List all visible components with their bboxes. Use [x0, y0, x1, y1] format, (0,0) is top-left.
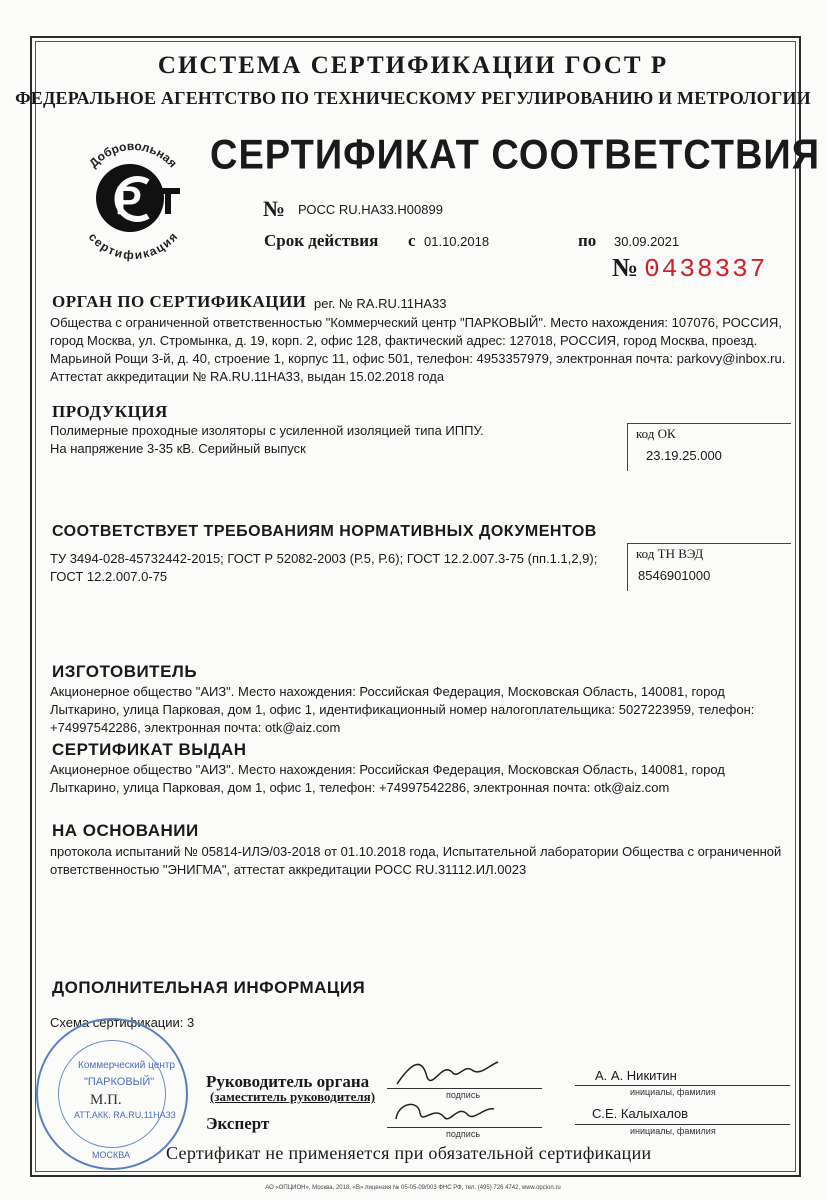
okp-code-label: код ОК	[636, 426, 676, 441]
certificate-title: СЕРТИФИКАТ СООТВЕТСТВИЯ	[210, 132, 821, 179]
okp-code-box	[627, 423, 791, 471]
head-sign-caption: подпись	[446, 1090, 481, 1100]
organ-line-2: город Москва, ул. Стромынка, д. 19, корп. 2, офис 128, фактический адрес: 127018, РОССИЯ, город Москва, проезд.	[50, 333, 758, 348]
okp-code-value: 23.19.25.000	[646, 448, 722, 463]
compliance-line-2: ГОСТ 12.2.007.0-75	[50, 569, 168, 584]
head-name-line	[575, 1085, 790, 1086]
tnved-code-box	[627, 543, 791, 591]
product-line-1: Полимерные проходные изоляторы с усиленной изоляцией типа ИППУ.	[50, 423, 484, 438]
basis-line-2: ответственностью "ЭНИГМА", аттестат аккредитации РОСС RU.31112.ИЛ.0023	[50, 862, 527, 877]
expert-name-caption: инициалы, фамилия	[630, 1126, 716, 1136]
organ-line-4: Аттестат аккредитации № RA.RU.11НА33, выдан 15.02.2018 года	[50, 369, 445, 384]
stamp-center-name: "ПАРКОВЫЙ"	[84, 1076, 155, 1088]
compliance-details	[50, 550, 630, 586]
stamp-city: МОСКВА	[92, 1150, 130, 1160]
organ-line-1: Общества с ограниченной ответственностью "Коммерческий центр "ПАРКОВЫЙ". Место нахождения: 107076, РОССИЯ,	[50, 315, 782, 330]
head-signature	[392, 1052, 502, 1092]
validity-to-date: 30.09.2021	[614, 234, 680, 249]
stamp-reg: АТТ.АКК. RA.RU.11НА33	[74, 1110, 176, 1120]
system-title: СИСТЕМА СЕРТИФИКАЦИИ ГОСТ Р	[157, 52, 669, 79]
validity-label: Срок действия	[264, 231, 379, 250]
additional-heading: ДОПОЛНИТЕЛЬНАЯ ИНФОРМАЦИЯ	[52, 978, 366, 997]
certification-scheme: Схема сертификации: 3	[50, 1015, 195, 1030]
blank-number-block	[612, 253, 767, 284]
product-heading: ПРОДУКЦИЯ	[52, 402, 168, 421]
footer-notice: Сертификат не применяется при обязательной сертификации	[166, 1143, 652, 1163]
basis-details	[50, 843, 795, 879]
blank-number: 0438337	[644, 254, 768, 284]
organ-reg-number: рег. № RA.RU.11НА33	[314, 296, 447, 311]
head-name-caption: инициалы, фамилия	[630, 1087, 716, 1097]
validity-from-label: с	[408, 231, 416, 250]
issued-to-heading: СЕРТИФИКАТ ВЫДАН	[52, 740, 247, 759]
tnved-code-value: 8546901000	[638, 568, 711, 583]
expert-name: С.Е. Калыхалов	[592, 1106, 689, 1121]
stamp-mp: М.П.	[90, 1092, 122, 1108]
manufacturer-line-2: Лыткарино, улица Парковая, дом 1, офис 1, идентификационный номер налогоплательщика: 5027223959, телефон:	[50, 702, 755, 717]
head-sign-line	[387, 1088, 542, 1089]
agency-title: ФЕДЕРАЛЬНОЕ АГЕНТСТВО ПО ТЕХНИЧЕСКОМУ РЕГУЛИРОВАНИЮ И МЕТРОЛОГИИ	[15, 88, 811, 108]
blank-number-sign: №	[612, 253, 639, 282]
expert-sign-line	[387, 1127, 542, 1128]
head-name: А. А. Никитин	[595, 1068, 677, 1083]
manufacturer-details	[50, 683, 795, 737]
logo-bottom-text: сертификация	[85, 229, 181, 262]
expert-name-line	[575, 1124, 790, 1125]
manufacturer-line-1: Акционерное общество "АИЗ". Место нахождения: Российская Федерация, Московская Область, 140081, город	[50, 684, 725, 699]
issued-to-line-1: Акционерное общество "АИЗ". Место нахождения: Российская Федерация, Московская Область, 140081, город	[50, 762, 725, 777]
certificate-number: РОСС RU.НА33.Н00899	[298, 202, 443, 217]
stamp-company: Коммерческий центр	[78, 1060, 175, 1071]
svg-text:сертификация	[86, 230, 180, 262]
product-details	[50, 422, 610, 458]
issued-to-line-2: Лыткарино, улица Парковая, дом 1, офис 1, телефон: +74997542286, электронная почта: otk@aiz.com	[50, 780, 670, 795]
basis-line-1: протокола испытаний № 05814-ИЛЭ/03-2018 от 01.10.2018 года, Испытательной лаборатории Общества с ограниченной	[50, 844, 782, 859]
footer-print-info: АО «ОПЦИОН», Москва, 2018, «В» лицензия № 05-05-09/003 ФНС РФ, тел. (495) 726 4742, www.opcion.ru	[265, 1185, 561, 1191]
validity-to-label: по	[578, 231, 597, 250]
expert-signature	[388, 1095, 498, 1131]
tnved-code-label: код ТН ВЭД	[636, 546, 704, 561]
organ-details	[50, 314, 790, 386]
head-label: Руководитель органа	[206, 1072, 370, 1091]
logo-top-text: Добровольная	[86, 138, 180, 171]
organ-heading: ОРГАН ПО СЕРТИФИКАЦИИ	[52, 292, 307, 311]
manufacturer-line-3: +74997542286, электронная почта: otk@aiz.com	[50, 720, 341, 735]
validity-from-date: 01.10.2018	[424, 234, 490, 249]
organ-line-3: Марьиной Рощи 3-й, д. 40, строение 1, корпус 11, офис 501, телефон: 4953357979, электронная почта: parkovy@inbox.ru.	[50, 351, 786, 366]
manufacturer-heading: ИЗГОТОВИТЕЛЬ	[52, 662, 198, 681]
product-line-2: На напряжение 3-35 кВ. Серийный выпуск	[50, 441, 306, 456]
issued-to-details	[50, 761, 795, 797]
expert-label: Эксперт	[206, 1114, 270, 1133]
compliance-heading: СООТВЕТСТВУЕТ ТРЕБОВАНИЯМ НОРМАТИВНЫХ ДОКУМЕНТОВ	[52, 523, 597, 540]
number-sign: №	[263, 196, 286, 221]
basis-heading: НА ОСНОВАНИИ	[52, 821, 199, 840]
gost-r-logo	[68, 132, 198, 262]
compliance-line-1: ТУ 3494-028-45732442-2015; ГОСТ Р 52082-2003 (Р.5, Р.6); ГОСТ 12.2.007.3-75 (пп.1.1,2,9);	[50, 551, 598, 566]
deputy-label: (заместитель руководителя)	[210, 1089, 376, 1104]
svg-text:Р: Р	[115, 179, 142, 223]
expert-sign-caption: подпись	[446, 1129, 481, 1139]
